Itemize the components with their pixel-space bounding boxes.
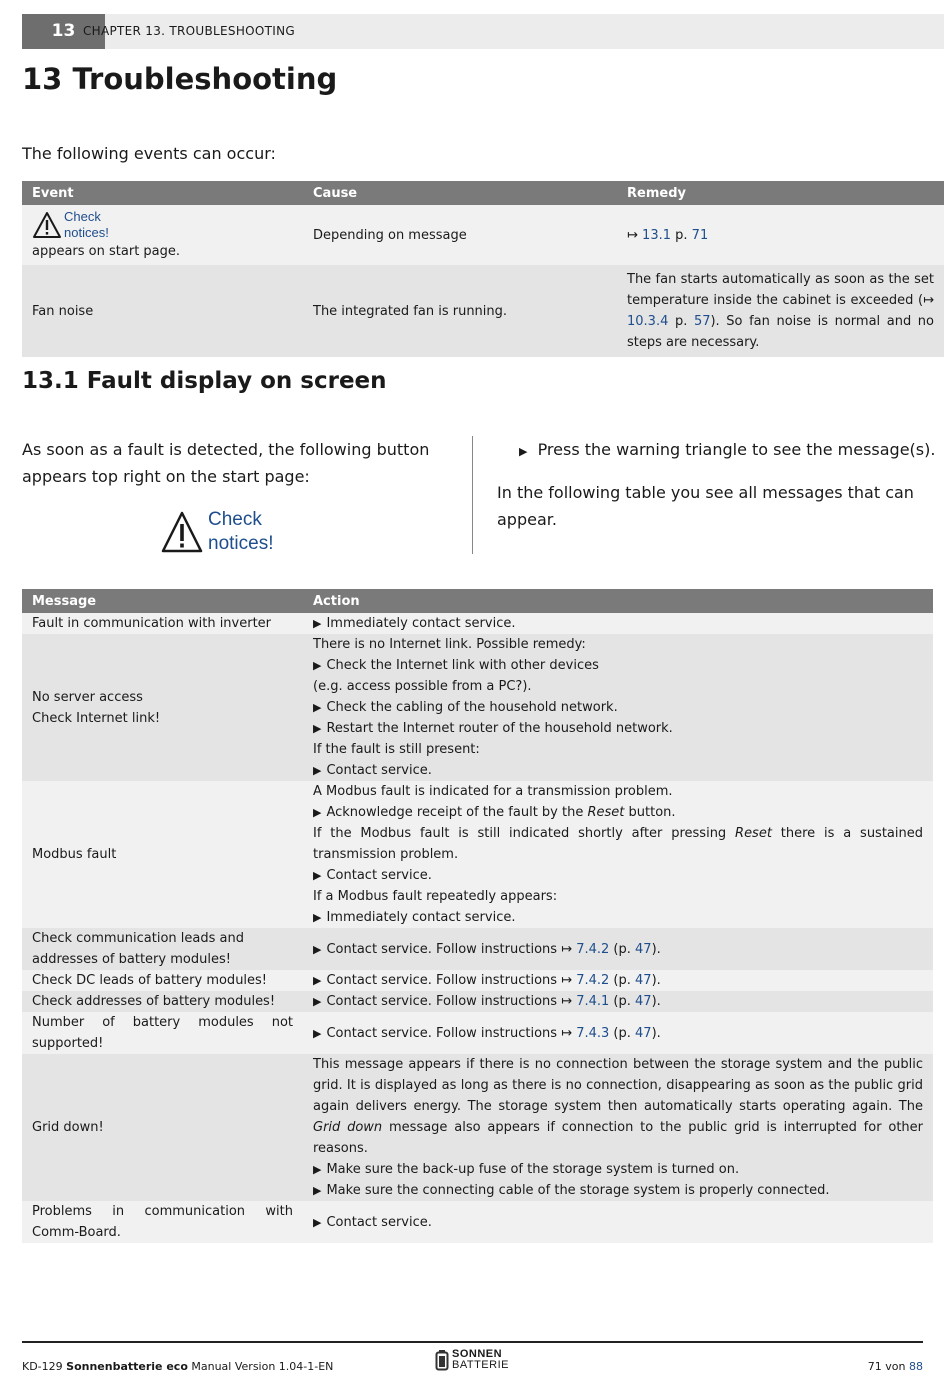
table-row (22, 991, 933, 1012)
action-text: (p. (609, 973, 636, 988)
section-ref-link[interactable]: 7.4.2 (576, 941, 610, 957)
page-ref-link[interactable]: 47 (635, 1025, 652, 1041)
action-line: A Modbus fault is indicated for a transmission problem. (313, 784, 673, 799)
page-total-link[interactable]: 88 (909, 1360, 923, 1373)
table-row (22, 634, 933, 781)
action-line (313, 1159, 923, 1180)
action-text: Check the cabling of the household network. (326, 700, 618, 715)
event-cell: Fan noise (32, 303, 94, 319)
action-text: (p. (609, 994, 636, 1009)
bullet-icon: ▶ (313, 1184, 322, 1197)
table-row (22, 1054, 933, 1201)
action-line (313, 865, 923, 886)
check-notices-line2: notices! (64, 224, 109, 240)
check-notices-button[interactable] (160, 508, 273, 556)
bullet-icon: ▶ (313, 869, 322, 882)
table-row (22, 1201, 933, 1243)
action-text: If the Modbus fault is still indicated shortly after pressing (313, 826, 736, 841)
table-row (22, 928, 933, 970)
battery-logo-icon (435, 1349, 449, 1371)
action-line: If the fault is still present: (313, 742, 480, 757)
logo-line2: BATTERIE (452, 1359, 509, 1371)
action-text: Contact service. (326, 763, 432, 778)
action-line (313, 760, 923, 781)
doc-id: KD-129 (22, 1360, 67, 1373)
remedy-ref-link[interactable]: 10.3.4 (627, 314, 669, 329)
reset-term: Reset (587, 805, 625, 820)
manual-version: Manual Version 1.04-1-EN (187, 1360, 334, 1373)
header-cause: Cause (303, 181, 617, 205)
right-text: In the following table you see all messages that can appear. (497, 483, 914, 529)
column-divider (472, 436, 473, 554)
message-cell: Fault in communication with inverter (32, 616, 272, 631)
header-event: Event (22, 181, 303, 205)
action-text: button. (624, 805, 676, 820)
action-text: Immediately contact service. (326, 910, 516, 925)
intro-text: The following events can occur: (22, 144, 276, 163)
footer-doc-info (22, 1360, 333, 1373)
action-text: Contact service. Follow instructions ↦ (326, 1025, 577, 1041)
events-table-header (22, 181, 944, 205)
message-cell (22, 634, 303, 781)
action-text: ). (651, 1025, 661, 1041)
message-cell: Check communication leads and addresses of battery modules! (32, 931, 244, 967)
bullet-icon: ▶ (519, 445, 528, 458)
action-line: (e.g. access possible from a PC?). (313, 679, 532, 694)
cause-cell: The integrated fan is running. (313, 303, 508, 319)
action-text: (p. (609, 941, 636, 957)
check-notices-line2: notices! (208, 533, 274, 554)
action-text: Make sure the connecting cable of the storage system is properly connected. (326, 1183, 830, 1198)
check-notices-line1: Check (64, 208, 101, 224)
reset-term: Reset (735, 826, 772, 841)
header-remedy: Remedy (617, 181, 944, 205)
table-row (22, 970, 933, 991)
section-ref-link[interactable]: 7.4.1 (576, 994, 610, 1009)
action-line (313, 907, 923, 928)
section-left-text: As soon as a fault is detected, the following button appears top right on the start page: (22, 440, 430, 486)
chapter-number: 13 (22, 14, 105, 49)
remedy-p: p. (668, 314, 694, 329)
remedy-page-link[interactable]: 57 (693, 314, 711, 329)
bullet-icon: ▶ (313, 764, 322, 777)
remedy-text-post: ). So fan noise is normal and no steps are necessary. (627, 314, 934, 350)
bullet-icon: ▶ (313, 974, 322, 987)
footer-rule (22, 1341, 923, 1343)
action-cell (303, 1054, 933, 1201)
right-bullet-text: Press the warning triangle to see the message(s). (537, 440, 936, 459)
page-ref-link[interactable]: 47 (635, 941, 652, 957)
message-cell: Check addresses of battery modules! (32, 994, 276, 1009)
action-cell (303, 613, 933, 634)
action-cell (303, 634, 933, 781)
action-cell (303, 1201, 933, 1243)
sonnenbatterie-logo (435, 1349, 509, 1371)
bullet-icon: ▶ (313, 617, 322, 630)
product-name: Sonnenbatterie eco (66, 1360, 188, 1373)
action-line: If a Modbus fault repeatedly appears: (313, 889, 558, 904)
action-cell (303, 781, 933, 928)
table-row (22, 613, 933, 634)
messages-table (22, 589, 933, 1243)
logo-line1: SONNEN (452, 1348, 503, 1360)
page-text: 71 von (867, 1360, 909, 1373)
remedy-text-pre: The fan starts automatically as soon as the set temperature inside the cabinet is exceeded (↦ (627, 272, 934, 308)
action-text: Immediately contact service. (326, 616, 516, 631)
action-text: message also appears if connection to the public grid is interrupted for other reasons. (313, 1120, 923, 1156)
action-cell (303, 928, 933, 970)
bullet-icon: ▶ (313, 806, 322, 819)
section-title: 13.1 Fault display on screen (22, 368, 387, 394)
action-cell (303, 991, 933, 1012)
bullet-icon: ▶ (313, 659, 322, 672)
action-line (313, 1054, 923, 1159)
check-notices-line1: Check (208, 509, 262, 530)
check-notices-inline (32, 209, 293, 241)
table-row (22, 1012, 933, 1054)
section-right-column (497, 436, 937, 533)
action-text: This message appears if there is no connection between the storage system and the public grid. It is displayed as long as there is no connection, disappearing as soon as the public grid again delivers energy. The storage system then automatically starts operating again. The (313, 1057, 923, 1114)
action-text: Contact service. Follow instructions ↦ (326, 941, 577, 957)
message-cell: Modbus fault (32, 847, 117, 862)
chapter-header (22, 14, 944, 49)
message-line: Check Internet link! (32, 710, 161, 726)
right-bullet-item (497, 436, 937, 465)
remedy-cell (617, 265, 944, 357)
action-text: Contact service. Follow instructions ↦ (326, 994, 577, 1009)
action-text: Restart the Internet router of the household network. (326, 721, 673, 736)
bullet-icon: ▶ (313, 911, 322, 924)
bullet-icon: ▶ (313, 942, 322, 956)
bullet-icon: ▶ (313, 1163, 322, 1176)
remedy-cell (617, 205, 944, 265)
action-text: ). (651, 973, 661, 988)
page-title: 13 Troubleshooting (22, 62, 338, 96)
page-number (868, 1360, 923, 1373)
action-text: ). (651, 941, 661, 957)
grid-down-term: Grid down (313, 1120, 383, 1135)
action-line (313, 823, 923, 865)
action-text: Contact service. (326, 868, 432, 883)
section-ref-link[interactable]: 7.4.2 (576, 973, 610, 988)
action-text: (p. (609, 1025, 636, 1041)
action-line (313, 1180, 923, 1201)
action-text: Contact service. Follow instructions ↦ (326, 973, 577, 988)
message-cell: Grid down! (32, 1120, 104, 1135)
page-ref-link[interactable]: 47 (635, 994, 652, 1009)
warning-triangle-icon (32, 211, 62, 239)
section-ref-link[interactable]: 7.4.3 (576, 1025, 610, 1041)
remedy-ref-link[interactable]: 13.1 (642, 227, 671, 243)
bullet-icon: ▶ (313, 1026, 322, 1040)
action-line (313, 697, 923, 718)
bullet-icon: ▶ (313, 995, 322, 1008)
message-cell: Check DC leads of battery modules! (32, 973, 268, 988)
table-row (22, 265, 944, 357)
remedy-page-link[interactable]: 71 (691, 227, 709, 243)
action-line: There is no Internet link. Possible remedy: (313, 637, 586, 652)
table-row (22, 781, 933, 928)
message-cell: Number of battery modules not supported! (32, 1015, 293, 1051)
chapter-label: CHAPTER 13. TROUBLESHOOTING (83, 24, 295, 38)
messages-table-header (22, 589, 933, 613)
event-cell (22, 205, 303, 265)
warning-triangle-icon (160, 510, 204, 554)
table-row (22, 205, 944, 265)
message-cell: Problems in communication with Comm-Board. (32, 1204, 293, 1240)
action-line (313, 802, 923, 823)
action-text: Acknowledge receipt of the fault by the (326, 805, 588, 820)
page-ref-link[interactable]: 47 (635, 973, 652, 988)
bullet-icon: ▶ (313, 1215, 322, 1229)
action-text: there is a sustained transmission problem. (313, 826, 923, 862)
arrow-glyph: ↦ (627, 227, 638, 243)
events-table (22, 181, 944, 357)
bullet-icon: ▶ (313, 722, 322, 735)
message-line: No server access (32, 689, 143, 705)
header-message: Message (22, 589, 303, 613)
action-line (313, 655, 923, 676)
header-action: Action (303, 589, 933, 613)
event-suffix: appears on start page. (32, 243, 181, 259)
cause-cell: Depending on message (313, 227, 467, 243)
action-cell (303, 1012, 933, 1054)
action-text: ). (651, 994, 661, 1009)
action-text: Check the Internet link with other devices (326, 658, 599, 673)
action-line (313, 718, 923, 739)
remedy-p: p. (675, 227, 688, 243)
action-cell (303, 970, 933, 991)
bullet-icon: ▶ (313, 701, 322, 714)
action-text: Make sure the back-up fuse of the storage system is turned on. (326, 1162, 740, 1177)
action-text: Contact service. (326, 1214, 432, 1230)
